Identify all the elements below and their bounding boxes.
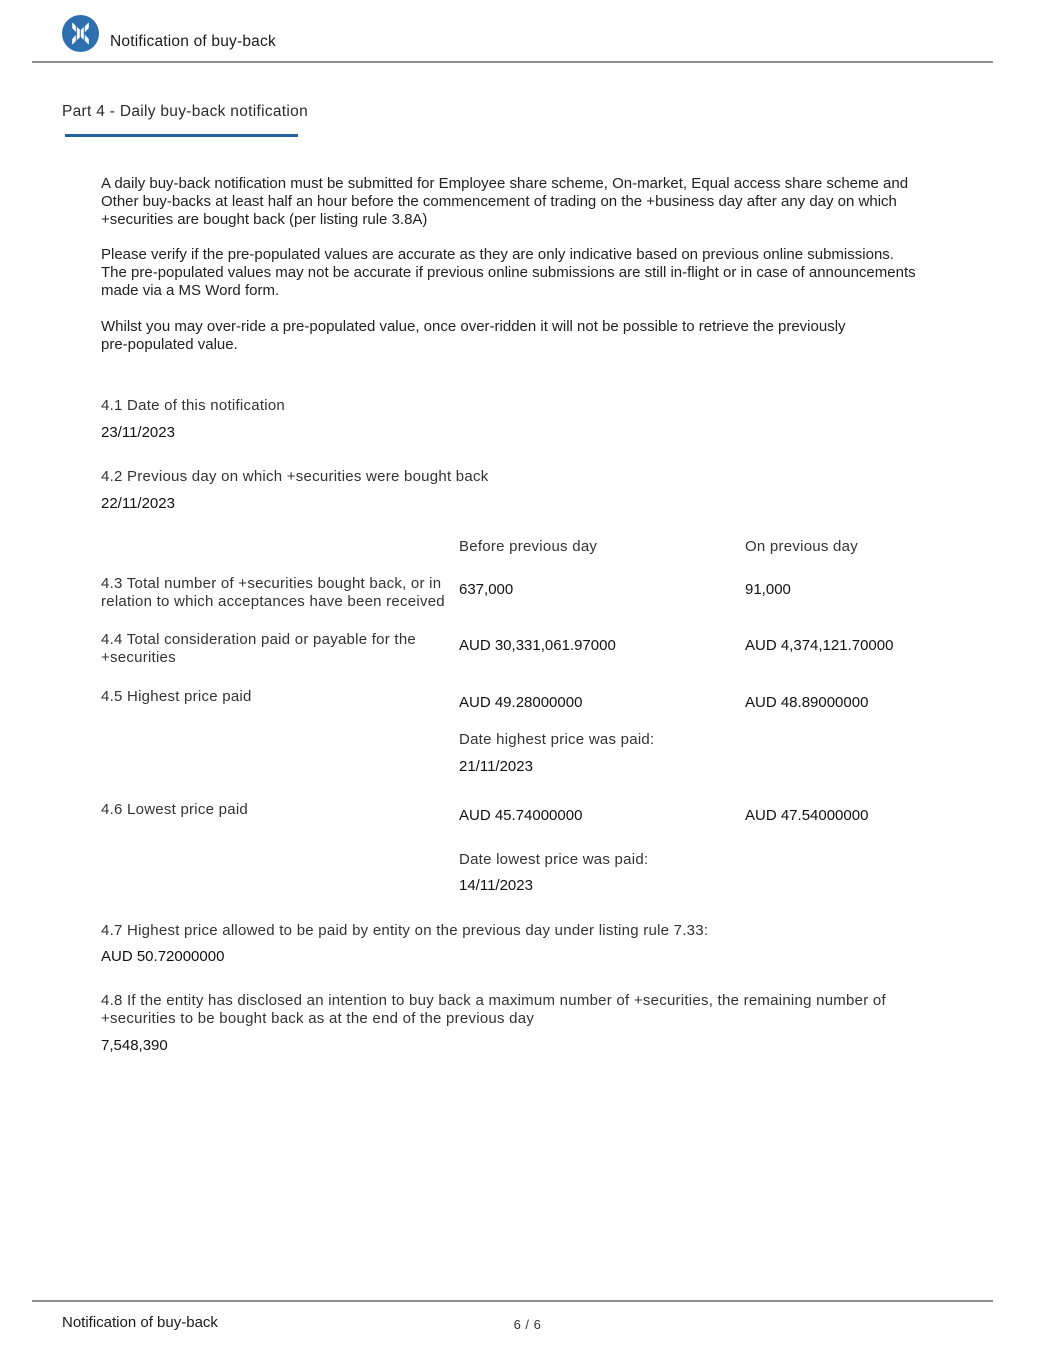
field-previous-buyback-day	[101, 468, 965, 513]
paragraph-line: Other buy-backs at least half an hour before the commencement of trading on the +business day after any day on which	[101, 193, 897, 210]
field-date-of-notification	[101, 397, 965, 442]
page-footer	[0, 1300, 1055, 1331]
asx-logo-icon	[62, 15, 99, 52]
paragraph-line: A daily buy-back notification must be submitted for Employee share scheme, On-market, Equal access share scheme and	[101, 175, 909, 192]
field-label: 4.2 Previous day on which +securities were bought back	[101, 468, 489, 485]
buyback-table	[101, 538, 965, 895]
date-highest-price-value: 21/11/2023	[459, 758, 533, 775]
page-number: 6 / 6	[513, 1317, 542, 1332]
date-highest-price-label: Date highest price was paid:	[459, 731, 655, 748]
row-label-line: 4.4 Total consideration paid or payable for the	[101, 631, 417, 648]
paragraph-line: The pre-populated values may not be accurate if previous online submissions are still in-flight or in case of announcements	[101, 264, 916, 281]
cell-before-previous-day: 637,000	[459, 581, 514, 598]
table-header-row	[101, 538, 965, 556]
field-value: 7,548,390	[101, 1037, 168, 1054]
intro-paragraph-1	[101, 175, 965, 229]
row-label: 4.6 Lowest price paid	[101, 801, 249, 818]
paragraph-line: Whilst you may over-ride a pre-populated value, once over-ridden it will not be possible to retrieve the previously	[101, 318, 846, 335]
cell-on-previous-day: AUD 47.54000000	[745, 807, 869, 824]
paragraph-line: pre-populated value.	[101, 336, 238, 353]
column-header-on: On previous day	[745, 538, 858, 555]
field-value: AUD 50.72000000	[101, 948, 225, 965]
column-header-before: Before previous day	[459, 538, 598, 555]
date-lowest-price-value: 14/11/2023	[459, 877, 533, 894]
header-divider	[32, 61, 993, 63]
paragraph-line: Please verify if the pre-populated values are accurate as they are only indicative based on previous online submissions.	[101, 246, 894, 263]
table-row-lowest-price	[101, 801, 965, 895]
cell-value: AUD 49.28000000	[459, 694, 583, 711]
table-row-total-consideration	[101, 631, 965, 667]
row-label-line: 4.3 Total number of +securities bought back, or in	[101, 575, 442, 592]
cell-before-previous-day	[459, 801, 745, 895]
field-label: 4.7 Highest price allowed to be paid by entity on the previous day under listing rule 7.33:	[101, 922, 709, 939]
cell-on-previous-day: AUD 4,374,121.70000	[745, 637, 894, 654]
field-label-line: 4.8 If the entity has disclosed an intention to buy back a maximum number of +securities, the remaining number of	[101, 992, 886, 1009]
date-lowest-price-label: Date lowest price was paid:	[459, 851, 649, 868]
cell-value: AUD 45.74000000	[459, 807, 583, 824]
footer-divider	[32, 1300, 993, 1302]
form-content	[101, 175, 965, 1055]
cell-on-previous-day: AUD 48.89000000	[745, 694, 869, 711]
part-heading: Part 4 - Daily buy-back notification	[62, 103, 308, 120]
header-title: Notification of buy-back	[110, 33, 276, 50]
field-label: 4.1 Date of this notification	[101, 397, 286, 414]
intro-paragraph-2	[101, 246, 965, 300]
row-label	[101, 631, 459, 667]
part-heading-underline	[65, 134, 298, 137]
row-label: 4.5 Highest price paid	[101, 688, 252, 705]
field-highest-price-allowed	[101, 922, 965, 966]
footer-title: Notification of buy-back	[62, 1314, 218, 1331]
paragraph-line: made via a MS Word form.	[101, 282, 280, 299]
cell-before-previous-day: AUD 30,331,061.97000	[459, 637, 616, 654]
footer-row	[0, 1314, 1055, 1331]
row-label-line: +securities	[101, 649, 176, 666]
paragraph-line: +securities are bought back (per listing rule 3.8A)	[101, 211, 428, 228]
row-label	[101, 575, 459, 611]
table-row-total-securities	[101, 575, 965, 611]
field-value: 23/11/2023	[101, 424, 175, 441]
cell-before-previous-day	[459, 688, 745, 776]
field-label-line: +securities to be bought back as at the end of the previous day	[101, 1010, 535, 1027]
field-remaining-securities	[101, 992, 965, 1055]
intro-paragraph-3	[101, 318, 965, 354]
row-label-line: relation to which acceptances have been received	[101, 593, 445, 610]
field-value: 22/11/2023	[101, 495, 175, 512]
table-row-highest-price	[101, 688, 965, 776]
cell-on-previous-day: 91,000	[745, 581, 791, 598]
